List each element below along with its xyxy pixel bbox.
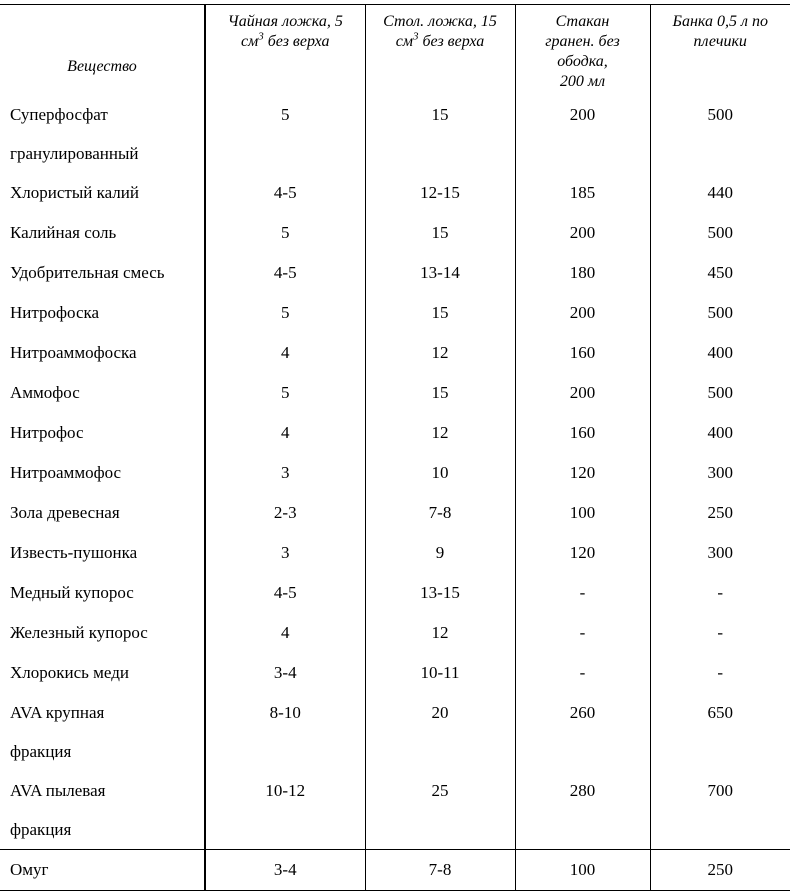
value-cell: 280 xyxy=(515,771,650,850)
value-cell: 10 xyxy=(365,453,515,493)
value-cell: 5 xyxy=(205,95,365,173)
table-row xyxy=(0,613,790,653)
value-cell: 5 xyxy=(205,373,365,413)
column-header-glass: Стакан гранен. без ободка, 200 мл xyxy=(515,5,650,95)
value-cell: 5 xyxy=(205,213,365,253)
value-cell: 650 xyxy=(650,693,790,771)
value-cell: 13-14 xyxy=(365,253,515,293)
value-cell: 160 xyxy=(515,413,650,453)
table-body xyxy=(0,95,790,891)
value-cell: 250 xyxy=(650,493,790,533)
value-cell: 15 xyxy=(365,293,515,333)
table-row xyxy=(0,493,790,533)
value-cell: 4 xyxy=(205,413,365,453)
value-cell: 15 xyxy=(365,213,515,253)
value-cell: 500 xyxy=(650,213,790,253)
table-row xyxy=(0,849,790,890)
value-cell: 3 xyxy=(205,453,365,493)
table-row xyxy=(0,653,790,693)
value-cell: 250 xyxy=(650,849,790,890)
value-cell: 300 xyxy=(650,533,790,573)
substance-name-line: гранулированный xyxy=(10,143,139,163)
table-row xyxy=(0,333,790,373)
value-cell: 4 xyxy=(205,613,365,653)
fertilizer-measures-table xyxy=(0,4,790,891)
value-cell: 2-3 xyxy=(205,493,365,533)
substance-cell xyxy=(0,693,205,771)
value-cell: 15 xyxy=(365,95,515,173)
value-cell: 400 xyxy=(650,413,790,453)
value-cell: 4-5 xyxy=(205,253,365,293)
substance-cell: Нитрофос xyxy=(10,422,84,442)
value-cell: 12 xyxy=(365,413,515,453)
substance-name-line: AVA пылевая xyxy=(10,780,106,800)
substance-cell: Нитрофоска xyxy=(10,302,100,322)
value-cell: - xyxy=(515,573,650,613)
value-cell: 4-5 xyxy=(205,573,365,613)
value-cell: 500 xyxy=(650,293,790,333)
value-cell: 12 xyxy=(365,333,515,373)
substance-cell: Нитроаммофоска xyxy=(10,342,137,362)
table-row xyxy=(0,573,790,613)
value-cell: 7-8 xyxy=(365,849,515,890)
value-cell: 200 xyxy=(515,213,650,253)
substance-cell: Удобрительная смесь xyxy=(10,262,165,282)
substance-cell: Медный купорос xyxy=(10,582,134,602)
value-cell: 700 xyxy=(650,771,790,850)
substance-cell xyxy=(0,95,205,173)
value-cell: 160 xyxy=(515,333,650,373)
value-cell: 180 xyxy=(515,253,650,293)
value-cell: 500 xyxy=(650,95,790,173)
substance-cell: Хлористый калий xyxy=(10,182,139,202)
value-cell: 12 xyxy=(365,613,515,653)
value-cell: - xyxy=(650,613,790,653)
substance-cell: Железный купорос xyxy=(10,622,148,642)
table-row xyxy=(0,453,790,493)
table-row xyxy=(0,293,790,333)
value-cell: 7-8 xyxy=(365,493,515,533)
value-cell: 3-4 xyxy=(205,653,365,693)
substance-name-line: фракция xyxy=(10,741,72,761)
value-cell: - xyxy=(515,613,650,653)
value-cell: - xyxy=(650,573,790,613)
value-cell: 500 xyxy=(650,373,790,413)
substance-cell: Хлорокись меди xyxy=(10,662,129,682)
value-cell: 3 xyxy=(205,533,365,573)
value-cell: 4 xyxy=(205,333,365,373)
value-cell: 260 xyxy=(515,693,650,771)
value-cell: 25 xyxy=(365,771,515,850)
value-cell: 3-4 xyxy=(205,849,365,890)
value-cell: 4-5 xyxy=(205,173,365,213)
value-cell: 10-11 xyxy=(365,653,515,693)
table-row xyxy=(0,533,790,573)
substance-cell: Калийная соль xyxy=(10,222,117,242)
value-cell: 120 xyxy=(515,453,650,493)
table-row xyxy=(0,173,790,213)
table-row xyxy=(0,213,790,253)
table-row xyxy=(0,253,790,293)
substance-cell: Известь-пушонка xyxy=(10,542,138,562)
table-row xyxy=(0,413,790,453)
substance-name-line: AVA крупная xyxy=(10,702,105,722)
value-cell: 440 xyxy=(650,173,790,213)
table-row xyxy=(0,771,790,850)
value-cell: 12-15 xyxy=(365,173,515,213)
value-cell: 300 xyxy=(650,453,790,493)
substance-cell: Зола древесная xyxy=(10,502,120,522)
value-cell: 200 xyxy=(515,293,650,333)
table-header xyxy=(0,5,790,95)
table-row xyxy=(0,693,790,771)
value-cell: 185 xyxy=(515,173,650,213)
table-row xyxy=(0,95,790,173)
value-cell: 200 xyxy=(515,373,650,413)
value-cell: 5 xyxy=(205,293,365,333)
value-cell: - xyxy=(515,653,650,693)
substance-cell: Нитроаммофос xyxy=(10,462,122,482)
value-cell: 200 xyxy=(515,95,650,173)
column-header-jar: Банка 0,5 л по плечики xyxy=(650,5,790,95)
value-cell: 450 xyxy=(650,253,790,293)
column-header-teaspoon: Чайная ложка, 5 $см^3$ без верха xyxy=(205,5,365,95)
value-cell: 100 xyxy=(515,493,650,533)
value-cell: - xyxy=(650,653,790,693)
column-header-tablespoon: Стол. ложка, 15 $см^3$ без верха xyxy=(365,5,515,95)
value-cell: 400 xyxy=(650,333,790,373)
value-cell: 15 xyxy=(365,373,515,413)
substance-cell: Аммофос xyxy=(10,382,80,402)
substance-cell: Омуг xyxy=(0,849,205,890)
value-cell: 8-10 xyxy=(205,693,365,771)
substance-cell xyxy=(0,771,205,850)
substance-name-line: Суперфосфат xyxy=(10,104,108,124)
table-row xyxy=(0,373,790,413)
value-cell: 100 xyxy=(515,849,650,890)
substance-name-line: фракция xyxy=(10,819,72,839)
value-cell: 20 xyxy=(365,693,515,771)
value-cell: 13-15 xyxy=(365,573,515,613)
value-cell: 9 xyxy=(365,533,515,573)
substance-column-header: Вещество xyxy=(67,57,137,75)
value-cell: 120 xyxy=(515,533,650,573)
value-cell: 10-12 xyxy=(205,771,365,850)
